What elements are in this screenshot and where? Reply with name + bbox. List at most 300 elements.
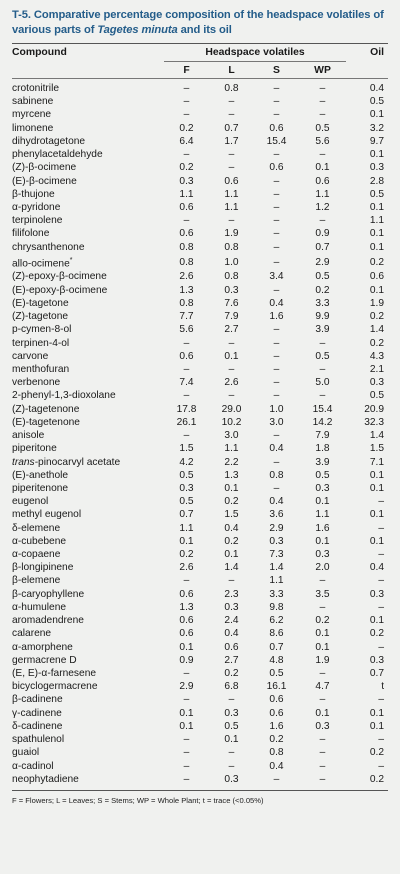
compound-name bbox=[12, 148, 164, 161]
value-s: – bbox=[273, 215, 280, 227]
compound-label: germacrene D bbox=[12, 654, 77, 666]
value-wp: 0.1 bbox=[315, 641, 330, 653]
value-l: 0.2 bbox=[224, 535, 239, 547]
table-row bbox=[12, 323, 388, 336]
value-oil: 0.1 bbox=[369, 228, 385, 240]
compound-label: allo-ocimene bbox=[12, 258, 70, 270]
value-wp: 7.9 bbox=[315, 430, 330, 442]
compound-name bbox=[12, 469, 164, 482]
table-row bbox=[12, 469, 388, 482]
value-l: 2.7 bbox=[224, 654, 239, 666]
table-row bbox=[12, 135, 388, 148]
compound-name bbox=[12, 627, 164, 640]
compound-name bbox=[12, 641, 164, 654]
compound-name bbox=[12, 297, 164, 310]
compound-label: α-cadinol bbox=[12, 760, 54, 772]
compound-name bbox=[12, 456, 164, 469]
value-l: 1.1 bbox=[224, 443, 239, 455]
value-oil: 1.4 bbox=[369, 324, 385, 336]
table-row bbox=[12, 641, 388, 654]
compound-label: dihydrotagetone bbox=[12, 135, 86, 147]
table-row bbox=[12, 746, 388, 759]
value-wp: 0.5 bbox=[315, 122, 330, 134]
title-part: T-5. Comparative percentage composition of the headspace volatiles of various parts of bbox=[12, 9, 384, 36]
value-wp: – bbox=[319, 109, 326, 121]
value-wp: 0.1 bbox=[315, 162, 330, 174]
value-s: 0.6 bbox=[269, 694, 284, 706]
value-s: 0.4 bbox=[269, 496, 284, 508]
table-title bbox=[12, 8, 388, 38]
table-row bbox=[12, 376, 388, 389]
value-l: 29.0 bbox=[221, 403, 242, 415]
value-s: – bbox=[273, 350, 280, 362]
value-oil: 0.4 bbox=[369, 83, 385, 94]
compound-name bbox=[12, 214, 164, 227]
value-s: 6.2 bbox=[269, 615, 284, 627]
table-row bbox=[12, 773, 388, 786]
value-s: – bbox=[273, 377, 280, 389]
value-l: – bbox=[228, 337, 235, 349]
value-oil: 20.9 bbox=[364, 403, 385, 415]
value-wp: – bbox=[319, 760, 326, 772]
compound-name bbox=[12, 416, 164, 429]
value-l: 2.6 bbox=[224, 377, 239, 389]
table-row bbox=[12, 548, 388, 561]
table-row bbox=[12, 707, 388, 720]
compound-label: crotonitrile bbox=[12, 83, 59, 94]
value-s: – bbox=[273, 430, 280, 442]
value-oil: 0.2 bbox=[369, 773, 385, 785]
value-wp: 2.0 bbox=[315, 562, 330, 574]
value-f: – bbox=[183, 773, 190, 785]
value-l: 0.1 bbox=[224, 350, 239, 362]
compound-label: aromadendrene bbox=[12, 615, 84, 627]
table-row bbox=[12, 508, 388, 521]
value-f: 0.1 bbox=[179, 707, 194, 719]
value-wp: 3.9 bbox=[315, 324, 330, 336]
bottom-rule bbox=[12, 790, 388, 791]
value-f: – bbox=[183, 109, 190, 121]
value-oil: 1.5 bbox=[369, 443, 385, 455]
value-wp: 0.5 bbox=[315, 271, 330, 283]
value-l: – bbox=[228, 575, 235, 587]
value-l: 0.3 bbox=[224, 707, 239, 719]
value-f: 6.4 bbox=[179, 135, 194, 147]
compound-name bbox=[12, 535, 164, 548]
value-wp: 1.1 bbox=[315, 188, 330, 200]
table-row bbox=[12, 720, 388, 733]
value-f: – bbox=[183, 430, 190, 442]
value-s: 9.8 bbox=[269, 601, 284, 613]
value-l: 0.8 bbox=[224, 241, 239, 253]
value-f: 7.7 bbox=[179, 311, 194, 323]
table-row bbox=[12, 574, 388, 587]
value-f: – bbox=[183, 390, 190, 402]
table-row bbox=[12, 680, 388, 693]
value-s: – bbox=[273, 188, 280, 200]
value-wp: – bbox=[319, 601, 326, 613]
value-oil: 2.8 bbox=[369, 175, 385, 187]
compound-label: calarene bbox=[12, 628, 52, 640]
value-l: 0.1 bbox=[224, 549, 239, 561]
compound-name bbox=[12, 429, 164, 442]
value-wp: 0.5 bbox=[315, 469, 330, 481]
value-s: – bbox=[273, 241, 280, 253]
value-l: 7.9 bbox=[224, 311, 239, 323]
value-s: – bbox=[273, 256, 280, 268]
value-oil: 1.4 bbox=[369, 430, 385, 442]
value-f: – bbox=[183, 760, 190, 772]
value-wp: 0.5 bbox=[315, 350, 330, 362]
value-l: 3.0 bbox=[224, 430, 239, 442]
value-l: 7.6 bbox=[224, 297, 239, 309]
value-f: 1.3 bbox=[179, 284, 194, 296]
value-f: 0.8 bbox=[179, 297, 194, 309]
value-s: 15.4 bbox=[266, 135, 287, 147]
compound-name bbox=[12, 574, 164, 587]
table-row bbox=[12, 389, 388, 402]
value-wp: – bbox=[319, 734, 326, 746]
table-row bbox=[12, 188, 388, 201]
value-l: 1.9 bbox=[224, 228, 239, 240]
value-oil: 0.6 bbox=[369, 271, 385, 283]
table-row bbox=[12, 561, 388, 574]
value-l: 1.7 bbox=[224, 135, 239, 147]
value-oil: – bbox=[378, 641, 385, 653]
value-wp: – bbox=[319, 96, 326, 108]
value-wp: 1.2 bbox=[315, 201, 330, 213]
value-f: – bbox=[183, 668, 190, 680]
compound-label: neophytadiene bbox=[12, 773, 79, 785]
value-s: – bbox=[273, 363, 280, 375]
value-f: 1.1 bbox=[179, 522, 194, 534]
value-wp: 1.6 bbox=[315, 522, 330, 534]
value-oil: 4.3 bbox=[369, 350, 385, 362]
value-wp: – bbox=[319, 773, 326, 785]
value-s: 0.3 bbox=[269, 535, 284, 547]
value-s: – bbox=[273, 201, 280, 213]
value-l: – bbox=[228, 363, 235, 375]
compound-label: menthofuran bbox=[12, 363, 70, 375]
value-s: 0.6 bbox=[269, 162, 284, 174]
table-row bbox=[12, 297, 388, 310]
table-row bbox=[12, 148, 388, 161]
value-f: 0.1 bbox=[179, 535, 194, 547]
value-wp: 0.1 bbox=[315, 628, 330, 640]
value-l: 0.3 bbox=[224, 284, 239, 296]
table-row bbox=[12, 654, 388, 667]
value-f: – bbox=[183, 694, 190, 706]
value-wp: 0.7 bbox=[315, 241, 330, 253]
value-f: – bbox=[183, 149, 190, 161]
value-l: – bbox=[228, 215, 235, 227]
value-s: 1.6 bbox=[269, 720, 284, 732]
compound-label: p-cymen-8-ol bbox=[12, 324, 72, 336]
compound-name bbox=[12, 188, 164, 201]
table-row bbox=[12, 122, 388, 135]
value-wp: 3.5 bbox=[315, 588, 330, 600]
value-f: 0.6 bbox=[179, 350, 194, 362]
value-wp: 3.9 bbox=[315, 456, 330, 468]
value-l: – bbox=[228, 390, 235, 402]
value-l: 0.3 bbox=[224, 601, 239, 613]
compound-name bbox=[12, 720, 164, 733]
value-f: 0.5 bbox=[179, 496, 194, 508]
compound-name bbox=[12, 773, 164, 786]
table-row bbox=[12, 175, 388, 188]
compound-label: terpinolene bbox=[12, 215, 63, 227]
value-l: – bbox=[228, 694, 235, 706]
compound-label: verbenone bbox=[12, 377, 61, 389]
value-oil: 0.1 bbox=[369, 615, 385, 627]
compound-name bbox=[12, 122, 164, 135]
value-wp: – bbox=[319, 363, 326, 375]
value-f: 1.3 bbox=[179, 601, 194, 613]
compound-name bbox=[12, 82, 164, 95]
compound-label: δ-cadinene bbox=[12, 720, 63, 732]
value-oil: 3.2 bbox=[369, 122, 385, 134]
value-s: – bbox=[273, 83, 280, 94]
value-f: 0.6 bbox=[179, 615, 194, 627]
compound-label: (E)-epoxy-β-ocimene bbox=[12, 284, 108, 296]
value-s: – bbox=[273, 109, 280, 121]
value-l: 0.1 bbox=[224, 734, 239, 746]
compound-name bbox=[12, 310, 164, 323]
table-row bbox=[12, 337, 388, 350]
value-f: 1.5 bbox=[179, 443, 194, 455]
compound-name bbox=[12, 561, 164, 574]
value-wp: 0.2 bbox=[315, 615, 330, 627]
compound-name bbox=[12, 680, 164, 693]
compound-label: methyl eugenol bbox=[12, 509, 82, 521]
compound-label: carvone bbox=[12, 350, 49, 362]
value-oil: 0.3 bbox=[369, 588, 385, 600]
value-wp: 0.6 bbox=[315, 175, 330, 187]
compound-label: (E)-tagetenone bbox=[12, 416, 80, 428]
compound-label: spathulenol bbox=[12, 734, 65, 746]
compound-label: α-cubebene bbox=[12, 535, 67, 547]
compound-label: β-elemene bbox=[12, 575, 61, 587]
value-oil: – bbox=[378, 760, 385, 772]
header-l: L bbox=[209, 62, 254, 79]
value-l: 0.6 bbox=[224, 641, 239, 653]
table-row bbox=[12, 241, 388, 254]
compound-label: guaiol bbox=[12, 747, 40, 759]
value-wp: 0.3 bbox=[315, 482, 330, 494]
table-row bbox=[12, 161, 388, 174]
value-f: 0.1 bbox=[179, 720, 194, 732]
value-s: 3.4 bbox=[269, 271, 284, 283]
table-row bbox=[12, 601, 388, 614]
value-f: – bbox=[183, 575, 190, 587]
value-oil: – bbox=[378, 694, 385, 706]
compound-name bbox=[12, 95, 164, 108]
compound-label: filifolone bbox=[12, 228, 50, 240]
compound-prefix: trans- bbox=[12, 456, 39, 468]
value-l: – bbox=[228, 149, 235, 161]
compound-label: (E)-tagetone bbox=[12, 297, 69, 309]
value-s: 0.6 bbox=[269, 122, 284, 134]
table-row bbox=[12, 254, 388, 271]
value-s: – bbox=[273, 96, 280, 108]
compound-name bbox=[12, 161, 164, 174]
value-wp: 0.9 bbox=[315, 228, 330, 240]
value-s: 1.1 bbox=[269, 575, 284, 587]
table-body bbox=[12, 82, 388, 786]
value-oil: 0.2 bbox=[369, 747, 385, 759]
value-wp: – bbox=[319, 668, 326, 680]
value-wp: 4.7 bbox=[315, 681, 330, 693]
value-s: – bbox=[273, 228, 280, 240]
value-f: 0.9 bbox=[179, 654, 194, 666]
title-part: and its oil bbox=[177, 24, 232, 36]
value-s: – bbox=[273, 773, 280, 785]
value-oil: 1.1 bbox=[369, 215, 385, 227]
value-s: – bbox=[273, 284, 280, 296]
table-row bbox=[12, 284, 388, 297]
value-wp: 0.1 bbox=[315, 496, 330, 508]
table-row bbox=[12, 760, 388, 773]
value-f: 0.6 bbox=[179, 588, 194, 600]
compound-label: β-caryophyllene bbox=[12, 588, 85, 600]
value-wp: – bbox=[319, 747, 326, 759]
value-l: 2.4 bbox=[224, 615, 239, 627]
header-oil: Oil bbox=[370, 47, 385, 59]
table-row bbox=[12, 456, 388, 469]
value-s: 0.8 bbox=[269, 747, 284, 759]
value-f: 0.3 bbox=[179, 482, 194, 494]
compound-label: terpinen-4-ol bbox=[12, 337, 70, 349]
value-s: 2.9 bbox=[269, 522, 284, 534]
value-oil: – bbox=[378, 522, 385, 534]
value-s: – bbox=[273, 324, 280, 336]
compound-name bbox=[12, 389, 164, 402]
compound-label: pinocarvyl acetate bbox=[38, 456, 121, 468]
value-wp: – bbox=[319, 390, 326, 402]
value-l: – bbox=[228, 760, 235, 772]
footnote-marker: * bbox=[69, 256, 73, 264]
table-row bbox=[12, 429, 388, 442]
value-s: 1.6 bbox=[269, 311, 284, 323]
compound-label: (Z)-tagetenone bbox=[12, 403, 80, 415]
table-row bbox=[12, 403, 388, 416]
compound-name bbox=[12, 548, 164, 561]
value-l: 1.3 bbox=[224, 469, 239, 481]
value-wp: 15.4 bbox=[312, 403, 333, 415]
value-oil: 32.3 bbox=[364, 416, 385, 428]
compound-label: (Z)-tagetone bbox=[12, 311, 69, 323]
value-f: 0.8 bbox=[179, 241, 194, 253]
compound-name bbox=[12, 270, 164, 283]
compound-label: limonene bbox=[12, 122, 54, 134]
value-l: 0.4 bbox=[224, 522, 239, 534]
value-f: – bbox=[183, 747, 190, 759]
header-s: S bbox=[254, 62, 299, 79]
value-oil: 0.2 bbox=[369, 337, 385, 349]
compound-label: δ-elemene bbox=[12, 522, 61, 534]
value-wp: 1.1 bbox=[315, 509, 330, 521]
compound-name bbox=[12, 175, 164, 188]
value-s: – bbox=[273, 175, 280, 187]
value-oil: t bbox=[381, 681, 385, 693]
table-row bbox=[12, 363, 388, 376]
compound-name bbox=[12, 614, 164, 627]
value-oil: 0.1 bbox=[369, 284, 385, 296]
compound-name bbox=[12, 323, 164, 336]
value-oil: 1.9 bbox=[369, 297, 385, 309]
composition-table bbox=[12, 44, 388, 786]
value-s: 3.3 bbox=[269, 588, 284, 600]
value-wp: 5.6 bbox=[315, 135, 330, 147]
compound-label: sabinene bbox=[12, 96, 54, 108]
value-wp: 14.2 bbox=[312, 416, 333, 428]
value-oil: 0.1 bbox=[369, 149, 385, 161]
value-oil: 0.2 bbox=[369, 311, 385, 323]
value-oil: 0.4 bbox=[369, 562, 385, 574]
value-s: – bbox=[273, 456, 280, 468]
value-l: 1.1 bbox=[224, 188, 239, 200]
table-row bbox=[12, 627, 388, 640]
value-l: 1.1 bbox=[224, 201, 239, 213]
compound-label: piperitenone bbox=[12, 482, 69, 494]
value-oil: – bbox=[378, 601, 385, 613]
value-f: 0.2 bbox=[179, 549, 194, 561]
value-wp: – bbox=[319, 337, 326, 349]
compound-label: piperitone bbox=[12, 443, 57, 455]
value-wp: 0.1 bbox=[315, 707, 330, 719]
value-f: 4.2 bbox=[179, 456, 194, 468]
value-l: 0.7 bbox=[224, 122, 239, 134]
value-oil: 0.1 bbox=[369, 469, 385, 481]
value-f: 0.5 bbox=[179, 469, 194, 481]
value-oil: 0.5 bbox=[369, 390, 385, 402]
value-oil: 0.1 bbox=[369, 241, 385, 253]
table-row bbox=[12, 535, 388, 548]
value-l: – bbox=[228, 747, 235, 759]
table-row bbox=[12, 227, 388, 240]
value-s: 0.7 bbox=[269, 641, 284, 653]
value-f: 0.3 bbox=[179, 175, 194, 187]
value-wp: – bbox=[319, 575, 326, 587]
value-l: 2.7 bbox=[224, 324, 239, 336]
compound-label: β-cadinene bbox=[12, 694, 63, 706]
value-f: 26.1 bbox=[176, 416, 197, 428]
value-s: 1.4 bbox=[269, 562, 284, 574]
value-wp: 2.9 bbox=[315, 256, 330, 268]
header-wp: WP bbox=[299, 62, 346, 79]
value-oil: – bbox=[378, 734, 385, 746]
value-l: 0.1 bbox=[224, 482, 239, 494]
compound-name bbox=[12, 363, 164, 376]
compound-name bbox=[12, 667, 164, 680]
value-s: 7.3 bbox=[269, 549, 284, 561]
value-l: – bbox=[228, 162, 235, 174]
header-compound: Compound bbox=[12, 47, 67, 59]
value-l: 0.4 bbox=[224, 628, 239, 640]
value-l: 0.6 bbox=[224, 175, 239, 187]
value-oil: 0.3 bbox=[369, 654, 385, 666]
value-f: – bbox=[183, 363, 190, 375]
value-s: 0.8 bbox=[269, 469, 284, 481]
value-l: – bbox=[228, 109, 235, 121]
compound-label: eugenol bbox=[12, 496, 49, 508]
value-wp: 0.3 bbox=[315, 720, 330, 732]
value-s: 0.5 bbox=[269, 668, 284, 680]
value-l: 0.3 bbox=[224, 773, 239, 785]
compound-label: (Z)-epoxy-β-ocimene bbox=[12, 271, 107, 283]
table-row bbox=[12, 667, 388, 680]
value-l: 1.4 bbox=[224, 562, 239, 574]
